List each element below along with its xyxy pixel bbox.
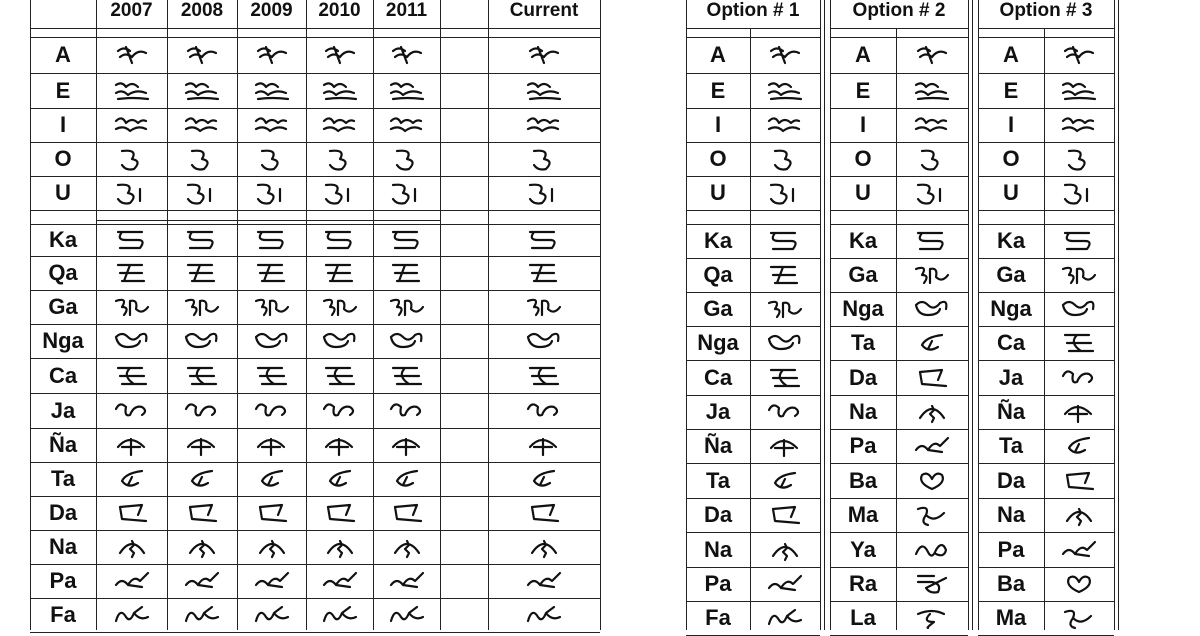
baybayin-nga-icon <box>387 329 427 353</box>
baybayin-fa-icon <box>320 603 360 627</box>
baybayin-qa-icon <box>320 261 360 285</box>
baybayin-na-icon <box>765 538 805 562</box>
baybayin-ta-icon <box>524 467 564 491</box>
syllable-label: Nga <box>990 296 1032 321</box>
baybayin-ja-icon <box>252 399 292 423</box>
syllable-label: Ma <box>847 502 879 527</box>
baybayin-qa-icon <box>765 263 805 287</box>
baybayin-nga-icon <box>765 331 805 355</box>
baybayin-ga-icon <box>252 295 292 319</box>
baybayin-ca-icon <box>252 364 292 388</box>
baybayin-ca-icon <box>765 366 805 390</box>
baybayin-ja-icon <box>182 399 222 423</box>
row-rule <box>30 428 600 429</box>
baybayin-pa-icon <box>252 569 292 593</box>
row-rule <box>30 224 600 225</box>
baybayin-da-icon <box>320 501 360 525</box>
syllable-label: Ca <box>48 363 78 388</box>
baybayin-da-icon <box>387 501 427 525</box>
baybayin-ga-icon <box>524 295 564 319</box>
row-rule <box>30 598 600 599</box>
baybayin-ka-icon <box>320 228 360 252</box>
baybayin-nya-icon <box>182 433 222 457</box>
syllable-label: Ca <box>996 330 1026 355</box>
column-rule <box>820 0 821 630</box>
baybayin-i-icon <box>112 113 152 137</box>
baybayin-na-icon <box>320 535 360 559</box>
baybayin-ja-icon <box>765 400 805 424</box>
syllable-label: I <box>859 112 867 137</box>
baybayin-ja-icon <box>112 399 152 423</box>
baybayin-ka-icon <box>252 228 292 252</box>
row-rule <box>978 28 1114 29</box>
column-rule <box>96 0 97 630</box>
syllable-label: O <box>854 146 872 171</box>
baybayin-qa-icon <box>524 261 564 285</box>
baybayin-nga-icon <box>1059 297 1099 321</box>
baybayin-e-icon <box>387 79 427 103</box>
syllable-label: Ga <box>48 294 78 319</box>
baybayin-ta-icon <box>1059 434 1099 458</box>
baybayin-ta-icon <box>112 467 152 491</box>
baybayin-fa-icon <box>252 603 292 627</box>
baybayin-na-icon <box>387 535 427 559</box>
row-rule <box>96 220 440 221</box>
baybayin-nya-icon <box>387 433 427 457</box>
syllable-label: Ña <box>996 399 1026 424</box>
baybayin-ra-icon <box>912 572 952 596</box>
baybayin-pa-icon <box>765 572 805 596</box>
syllable-label: I <box>59 112 67 137</box>
column-rule <box>968 0 969 630</box>
syllable-label: Nga <box>842 296 884 321</box>
column-rule <box>1044 28 1045 630</box>
baybayin-u-icon <box>912 181 952 205</box>
column-rule <box>1114 0 1115 630</box>
baybayin-o-icon <box>252 147 292 171</box>
syllable-label: Ña <box>703 433 733 458</box>
syllable-label: Ma <box>995 605 1027 630</box>
row-rule <box>30 496 600 497</box>
syllable-label: O <box>709 146 727 171</box>
baybayin-o-icon <box>912 147 952 171</box>
baybayin-i-icon <box>1059 113 1099 137</box>
syllable-label: Pa <box>704 571 732 596</box>
baybayin-da-icon <box>765 503 805 527</box>
syllable-label: Nga <box>697 330 739 355</box>
baybayin-pa-icon <box>524 569 564 593</box>
baybayin-ga-icon <box>765 297 805 321</box>
syllable-label: A <box>710 42 726 67</box>
baybayin-nga-icon <box>320 329 360 353</box>
syllable-label: Ka <box>48 227 78 252</box>
baybayin-ma-icon <box>912 503 952 527</box>
syllable-label: Na <box>48 534 78 559</box>
baybayin-ka-icon <box>182 228 222 252</box>
row-rule <box>30 530 600 531</box>
syllable-label: Ya <box>850 537 876 562</box>
baybayin-o-icon <box>765 147 805 171</box>
baybayin-o-icon <box>112 147 152 171</box>
baybayin-da-icon <box>912 366 952 390</box>
baybayin-qa-icon <box>252 261 292 285</box>
column-rule <box>600 0 601 630</box>
row-rule <box>30 176 600 177</box>
baybayin-ja-icon <box>524 399 564 423</box>
baybayin-e-icon <box>112 79 152 103</box>
column-rule <box>440 0 441 630</box>
row-rule <box>30 210 600 211</box>
baybayin-pa-icon <box>320 569 360 593</box>
column-header: Option # 1 <box>706 0 800 21</box>
syllable-label: Ka <box>703 228 733 253</box>
baybayin-a-icon <box>112 43 152 67</box>
baybayin-ka-icon <box>912 229 952 253</box>
syllable-label: Da <box>996 468 1026 493</box>
baybayin-u-icon <box>387 181 427 205</box>
baybayin-i-icon <box>182 113 222 137</box>
baybayin-fa-icon <box>182 603 222 627</box>
syllable-label: Da <box>703 502 733 527</box>
row-rule <box>30 462 600 463</box>
baybayin-e-icon <box>912 79 952 103</box>
baybayin-nga-icon <box>524 329 564 353</box>
syllable-label: Ga <box>848 262 878 287</box>
syllable-label: Pa <box>997 537 1025 562</box>
baybayin-ba-icon <box>1059 572 1099 596</box>
syllable-label: Ta <box>705 468 731 493</box>
baybayin-nya-icon <box>1059 400 1099 424</box>
row-rule <box>30 73 600 74</box>
baybayin-ca-icon <box>387 364 427 388</box>
syllable-label: Ba <box>996 571 1026 596</box>
baybayin-a-icon <box>320 43 360 67</box>
syllable-label: I <box>1007 112 1015 137</box>
baybayin-pa-icon <box>912 434 952 458</box>
baybayin-a-icon <box>1059 43 1099 67</box>
baybayin-u-icon <box>112 181 152 205</box>
baybayin-i-icon <box>320 113 360 137</box>
baybayin-a-icon <box>387 43 427 67</box>
syllable-label: Ga <box>703 296 733 321</box>
column-header: Option # 2 <box>852 0 946 21</box>
syllable-label: E <box>855 78 871 103</box>
syllable-label: Ta <box>850 330 876 355</box>
baybayin-i-icon <box>765 113 805 137</box>
baybayin-na-icon <box>912 400 952 424</box>
row-rule <box>30 142 600 143</box>
row-rule <box>30 393 600 394</box>
baybayin-ka-icon <box>1059 229 1099 253</box>
row-rule <box>30 37 600 38</box>
baybayin-e-icon <box>1059 79 1099 103</box>
baybayin-ta-icon <box>765 469 805 493</box>
baybayin-qa-icon <box>182 261 222 285</box>
row-rule <box>30 324 600 325</box>
baybayin-ga-icon <box>320 295 360 319</box>
baybayin-nga-icon <box>252 329 292 353</box>
baybayin-ga-icon <box>112 295 152 319</box>
baybayin-e-icon <box>252 79 292 103</box>
baybayin-ca-icon <box>524 364 564 388</box>
row-rule <box>30 564 600 565</box>
syllable-label: Ja <box>705 399 731 424</box>
baybayin-ga-icon <box>912 263 952 287</box>
syllable-label: U <box>55 180 71 205</box>
syllable-label: Ca <box>703 365 733 390</box>
row-rule <box>978 210 1114 211</box>
syllable-label: Ba <box>848 468 878 493</box>
baybayin-da-icon <box>112 501 152 525</box>
baybayin-da-icon <box>1059 469 1099 493</box>
row-rule <box>686 28 820 29</box>
baybayin-ga-icon <box>182 295 222 319</box>
baybayin-fa-icon <box>524 603 564 627</box>
syllable-label: E <box>710 78 726 103</box>
syllable-label: Da <box>848 365 878 390</box>
syllable-label: Ga <box>996 262 1026 287</box>
baybayin-nya-icon <box>524 433 564 457</box>
syllable-label: Ka <box>996 228 1026 253</box>
syllable-label: Fa <box>705 605 731 630</box>
syllable-label: I <box>714 112 722 137</box>
baybayin-ka-icon <box>112 228 152 252</box>
baybayin-nga-icon <box>182 329 222 353</box>
baybayin-na-icon <box>1059 503 1099 527</box>
syllable-label: Fa <box>50 602 76 627</box>
syllable-label: U <box>1003 180 1019 205</box>
baybayin-fa-icon <box>387 603 427 627</box>
baybayin-qa-icon <box>387 261 427 285</box>
syllable-label: Qa <box>48 260 78 285</box>
syllable-label: U <box>855 180 871 205</box>
baybayin-ba-icon <box>912 469 952 493</box>
baybayin-ta-icon <box>912 331 952 355</box>
baybayin-i-icon <box>524 113 564 137</box>
syllable-label: Ka <box>848 228 878 253</box>
baybayin-nya-icon <box>765 434 805 458</box>
baybayin-qa-icon <box>112 261 152 285</box>
syllable-label: A <box>1003 42 1019 67</box>
column-header: 2007 <box>110 0 153 21</box>
syllable-label: La <box>850 605 876 630</box>
row-rule <box>30 358 600 359</box>
baybayin-da-icon <box>252 501 292 525</box>
row-rule <box>30 256 600 257</box>
column-rule <box>1118 0 1119 630</box>
baybayin-la-icon <box>912 606 952 630</box>
baybayin-ja-icon <box>387 399 427 423</box>
syllable-label: Pa <box>49 568 77 593</box>
baybayin-ta-icon <box>182 467 222 491</box>
baybayin-a-icon <box>912 43 952 67</box>
baybayin-da-icon <box>182 501 222 525</box>
baybayin-fa-icon <box>112 603 152 627</box>
syllable-label: Ña <box>48 432 78 457</box>
column-header: 2009 <box>250 0 293 21</box>
baybayin-o-icon <box>320 147 360 171</box>
column-rule <box>896 28 897 630</box>
column-header: Current <box>509 0 579 21</box>
syllable-label: Da <box>48 500 78 525</box>
baybayin-nga-icon <box>112 329 152 353</box>
baybayin-ga-icon <box>387 295 427 319</box>
baybayin-ka-icon <box>524 228 564 252</box>
baybayin-ta-icon <box>387 467 427 491</box>
row-rule <box>30 290 600 291</box>
baybayin-e-icon <box>182 79 222 103</box>
baybayin-i-icon <box>912 113 952 137</box>
baybayin-ca-icon <box>182 364 222 388</box>
baybayin-na-icon <box>182 535 222 559</box>
row-rule <box>686 210 820 211</box>
baybayin-a-icon <box>182 43 222 67</box>
baybayin-nya-icon <box>252 433 292 457</box>
syllable-label: A <box>55 42 71 67</box>
syllable-label: E <box>55 78 71 103</box>
column-header: 2011 <box>385 0 428 21</box>
baybayin-o-icon <box>1059 147 1099 171</box>
syllable-label: O <box>54 146 72 171</box>
baybayin-pa-icon <box>182 569 222 593</box>
baybayin-ja-icon <box>1059 366 1099 390</box>
baybayin-u-icon <box>320 181 360 205</box>
baybayin-u-icon <box>524 181 564 205</box>
baybayin-nya-icon <box>320 433 360 457</box>
baybayin-pa-icon <box>1059 538 1099 562</box>
baybayin-fa-icon <box>765 606 805 630</box>
column-rule <box>750 28 751 630</box>
column-header: 2008 <box>180 0 224 21</box>
syllable-label: Ta <box>50 466 76 491</box>
syllable-label: A <box>855 42 871 67</box>
baybayin-ta-icon <box>252 467 292 491</box>
baybayin-a-icon <box>524 43 564 67</box>
column-header: 2010 <box>318 0 361 21</box>
column-header: Option # 3 <box>999 0 1093 21</box>
baybayin-ga-icon <box>1059 263 1099 287</box>
baybayin-ca-icon <box>1059 331 1099 355</box>
baybayin-ca-icon <box>320 364 360 388</box>
syllable-label: U <box>710 180 726 205</box>
baybayin-ca-icon <box>112 364 152 388</box>
row-rule <box>830 210 968 211</box>
column-rule <box>824 0 825 630</box>
baybayin-e-icon <box>524 79 564 103</box>
baybayin-o-icon <box>524 147 564 171</box>
baybayin-ka-icon <box>765 229 805 253</box>
baybayin-na-icon <box>524 535 564 559</box>
baybayin-e-icon <box>320 79 360 103</box>
syllable-label: Nga <box>42 328 84 353</box>
baybayin-ta-icon <box>320 467 360 491</box>
baybayin-i-icon <box>252 113 292 137</box>
baybayin-o-icon <box>387 147 427 171</box>
row-rule <box>30 632 600 633</box>
baybayin-a-icon <box>765 43 805 67</box>
baybayin-ma-icon <box>1059 606 1099 630</box>
syllable-label: E <box>1003 78 1019 103</box>
baybayin-da-icon <box>524 501 564 525</box>
baybayin-nga-icon <box>912 297 952 321</box>
baybayin-u-icon <box>252 181 292 205</box>
baybayin-o-icon <box>182 147 222 171</box>
syllable-label: Ra <box>848 571 878 596</box>
baybayin-u-icon <box>182 181 222 205</box>
column-rule <box>167 0 168 630</box>
syllable-label: Na <box>848 399 878 424</box>
syllable-label: Ta <box>998 433 1024 458</box>
row-rule <box>830 28 968 29</box>
baybayin-ja-icon <box>320 399 360 423</box>
baybayin-a-icon <box>252 43 292 67</box>
column-rule <box>306 0 307 630</box>
baybayin-i-icon <box>387 113 427 137</box>
baybayin-ya-icon <box>912 538 952 562</box>
baybayin-pa-icon <box>387 569 427 593</box>
row-rule <box>30 28 600 29</box>
column-rule <box>237 0 238 630</box>
baybayin-u-icon <box>1059 181 1099 205</box>
baybayin-e-icon <box>765 79 805 103</box>
syllable-label: Ja <box>50 398 76 423</box>
baybayin-u-icon <box>765 181 805 205</box>
syllable-label: O <box>1002 146 1020 171</box>
baybayin-ka-icon <box>387 228 427 252</box>
column-rule <box>488 0 489 630</box>
column-rule <box>972 0 973 630</box>
syllable-label: Na <box>996 502 1026 527</box>
baybayin-nya-icon <box>112 433 152 457</box>
syllable-label: Ja <box>998 365 1024 390</box>
syllable-label: Pa <box>849 433 877 458</box>
syllable-label: Na <box>703 537 733 562</box>
row-rule <box>30 108 600 109</box>
baybayin-na-icon <box>252 535 292 559</box>
baybayin-na-icon <box>112 535 152 559</box>
column-rule <box>373 0 374 630</box>
baybayin-pa-icon <box>112 569 152 593</box>
syllable-label: Qa <box>703 262 733 287</box>
